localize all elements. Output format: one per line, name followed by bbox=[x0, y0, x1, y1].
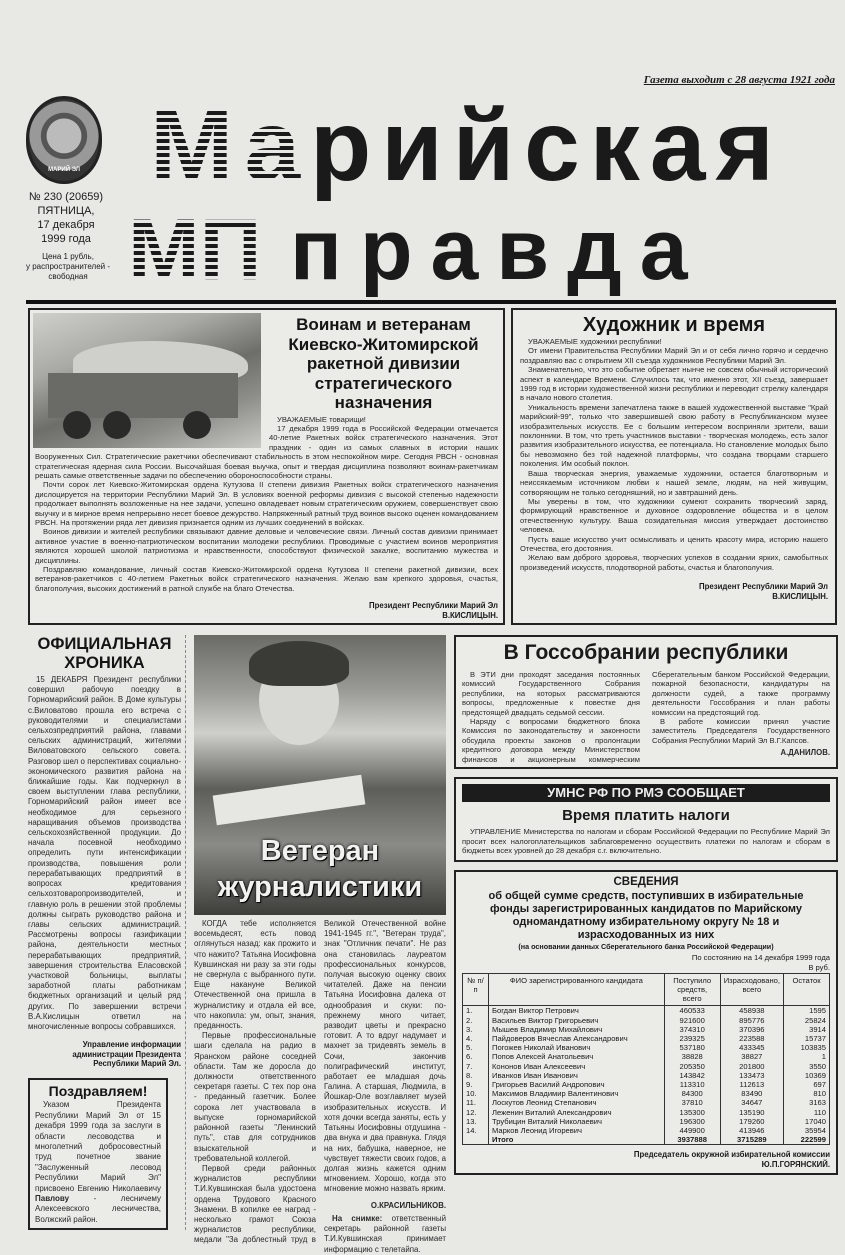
funds-received: 449900 bbox=[664, 1126, 720, 1135]
funds-received: 239325 bbox=[664, 1034, 720, 1043]
photo-headline-2: журналистики bbox=[217, 871, 423, 904]
photo-headline: Ветеран bbox=[260, 835, 380, 868]
funds-received: 37810 bbox=[664, 1098, 720, 1107]
paragraph: В работе комиссии принял участие заместитель Председателя Государственного Собрания Республики Марий Эл В.Г.Капсов. bbox=[652, 717, 830, 745]
funds-balance: 810 bbox=[784, 1089, 830, 1098]
row-number: 10. bbox=[463, 1089, 489, 1098]
funds-spent: 370396 bbox=[720, 1025, 783, 1034]
candidate-name: Попов Алексей Анатольевич bbox=[489, 1052, 665, 1061]
paragraph: Наряду с вопросами бюджетного блока Комиссия по законодательству и законности обсудила проекты законов о пролонгации кредитного договора между Министерством финансов и акционерным коммерческим Сберегательным банком Российской Федерации, пожарной безопасности, кандидатуры на должности судей, а также программу деятельности Госсобрания и план работы комиссии на предстоящий год. bbox=[462, 670, 830, 764]
paragraph: В ЭТИ дни проходят заседания постоянных комиссий Государственного Собрания республики, на которых рассматриваются вопросы, предложенные к повестке дня предстоящей двадцать седьмой сессии. bbox=[462, 670, 640, 717]
candidate-name: Пайдоверов Вячеслав Александрович bbox=[489, 1034, 665, 1043]
price bbox=[14, 252, 122, 282]
veteran-article bbox=[194, 919, 446, 1255]
congrats-text-end: - лесничему Алексеевского лесничества, Волжский район. bbox=[35, 1194, 161, 1224]
paragraph: Почти сорок лет Киевско-Житомирская ордена Кутузова II степени дивизия Ракетных войск стратегического назначения дислоцируется на территории Республики Марий Эл. В условиях военной реформы дивизия с высокой степенью надежности продолжает выполнять возложенные на нее задачи, успешно овладевает новым стратегическим оружием, совершенствует свою выучку и в мирное время непрерывно несет боевое дежурство. Напряженный ратный труд воинов высоко оценен командованием РВСН. На протяжении ряда лет дивизия признается одним из лучших соединений в войсках. bbox=[35, 480, 498, 527]
top-row bbox=[28, 308, 838, 625]
candidate-name: Григорьев Василий Андропович bbox=[489, 1080, 665, 1089]
row-number: 13. bbox=[463, 1117, 489, 1126]
funds-table bbox=[462, 973, 830, 1146]
election-funds-report bbox=[454, 870, 838, 1175]
funds-balance: 17040 bbox=[784, 1117, 830, 1126]
paragraph: УВАЖАЕМЫЕ художники республики! bbox=[528, 337, 662, 346]
funds-received: 205350 bbox=[664, 1062, 720, 1071]
funds-balance: 3914 bbox=[784, 1025, 830, 1034]
funds-balance: 110 bbox=[784, 1108, 830, 1117]
paragraph: Поздравляю командование, личный состав Киевско-Житомирской ордена Кутузова II степени ракетной дивизии, всех ветеранов-ракетчиков с 40-летием Ракетных войск стратегического назначения. Желаю вам крепкого здоровья, счастья, благополучия, высоких достижений в ратной службе на благо Отечества. bbox=[35, 565, 498, 593]
candidate-name: Иванков Иван Иванович bbox=[489, 1071, 665, 1080]
price-note: у распространителей - свободная bbox=[25, 262, 111, 281]
tax-title: Время платить налоги bbox=[562, 807, 730, 825]
signature-name: В.КИСЛИЦЫН. bbox=[772, 591, 828, 601]
column-header: Израсходовано, всего bbox=[720, 973, 783, 1006]
funds-spent: 34647 bbox=[720, 1098, 783, 1107]
issue-weekday: ПЯТНИЦА, bbox=[37, 205, 95, 217]
paragraph: Уникальность времени запечатлена также в вашей художественной выставке "Край марийский-99", только что завершившей свою работу в Республиканском музее изобразительных искусств. Ее с большим интересом восприняли зрители, ваши поклонники. В том, что треть участников выставки - творческая молодежь, есть залог развития изобразительного искусства, ее потенциала. Но становление молодых было бы невозможно без той надежной платформы, что создана творцами старшего поколения. Им особый поклон. bbox=[520, 402, 828, 469]
congrats-text: Указом Президента Республики Марий Эл от 15 декабря 1999 года за заслуги в области лесоводства и многолетний добросовестный труд почетное звание "Заслуженный лесовод Республики Марий Эл" присвоено Евгению Николаевичу bbox=[35, 1100, 161, 1193]
candidate-name: Трубицин Виталий Николаевич bbox=[489, 1117, 665, 1126]
paragraph: Воинов дивизии и жителей республики связывают давние деловые и человеческие связи. Личный состав дивизии принимает активное участие в военно-патриотическом воспитании молодежи республики. Проводимые с участием воинов мероприятия являются хорошей школой патриотизма и нравственности, способствуют физической закалке, воспитанию мужества и дисциплины. bbox=[35, 527, 498, 565]
candidate-name: Максимов Владимир Валентинович bbox=[489, 1089, 665, 1098]
table-row bbox=[463, 1080, 830, 1089]
issue-date: 17 декабря bbox=[37, 219, 95, 231]
report-units: В руб. bbox=[808, 962, 830, 972]
funds-balance: 1 bbox=[784, 1052, 830, 1061]
row-number: 4. bbox=[463, 1034, 489, 1043]
article-title: Воинам и ветеранам Киевско-Житомирской ракетной дивизии стратегического назначения bbox=[288, 315, 479, 412]
row-number bbox=[463, 1135, 489, 1145]
funds-spent: 179260 bbox=[720, 1117, 783, 1126]
box-title: Поздравляем! bbox=[48, 1083, 148, 1100]
section-title: ОФИЦИАЛЬНАЯ ХРОНИКА bbox=[37, 635, 172, 673]
journalist-photo bbox=[194, 635, 446, 915]
funds-received: 143842 bbox=[664, 1071, 720, 1080]
paragraph: От имени Правительства Республики Марий Эл и от себя лично горячо и сердечно поздравляю вас с открытием XII съезда художников Республики Марий Эл. bbox=[520, 346, 828, 365]
funds-received: 113310 bbox=[664, 1080, 720, 1089]
row-number: 5. bbox=[463, 1043, 489, 1052]
paragraph: Первые профессиональные шаги сделала на радио в Яранском районе соседней области. Там же доросла до должности ответственного секретаря газеты. С тех пор она - преданный газетчик. Более сорока лет участвовала в выпуске горномарийской районной газеты "Ленинский путь", став для сотрудников взыскательной и требовательной коллегой. bbox=[194, 1031, 316, 1163]
masthead-line-1 bbox=[150, 90, 784, 202]
table-row bbox=[463, 1025, 830, 1034]
column-header: Поступило средств, всего bbox=[664, 973, 720, 1006]
signature: А.ДАНИЛОВ. bbox=[780, 748, 830, 758]
emblem-text: МАРИЙ ЭЛ bbox=[48, 167, 80, 173]
row-number: 8. bbox=[463, 1071, 489, 1080]
photo-caption: ответственный секретарь районной газеты Т.И.Кувшинская принимает информацию с телетайпа. bbox=[324, 1213, 446, 1254]
signature-name: В.КИСЛИЦЫН. bbox=[442, 610, 498, 620]
table-total-row bbox=[463, 1135, 830, 1145]
table-row bbox=[463, 1071, 830, 1080]
funds-spent: 413946 bbox=[720, 1126, 783, 1135]
funds-balance: 1595 bbox=[784, 1006, 830, 1016]
article-state-assembly bbox=[454, 635, 838, 769]
article-artist-and-time bbox=[511, 308, 837, 625]
page-content bbox=[28, 308, 838, 1255]
candidate-name: Марков Леонид Игоревич bbox=[489, 1126, 665, 1135]
row-number: 11. bbox=[463, 1098, 489, 1107]
funds-received: 537180 bbox=[664, 1043, 720, 1052]
paragraph: КОГДА тебе исполняется восемьдесят, есть повод оглянуться назад: как прожито и что нажито? Татьяна Иосифовна Кувшинская ни разу за эти годы не свернула с выбранного пути. Еще накануне Великой Отечественной она пришла в журналистику и отдала ей все, что накопила: ум, опыт, знания, преданность. bbox=[194, 919, 316, 1031]
funds-balance: 697 bbox=[784, 1080, 830, 1089]
signature-name: Ю.П.ГОРЯНСКИЙ. bbox=[761, 1159, 830, 1169]
funds-balance: 35954 bbox=[784, 1126, 830, 1135]
funds-spent: 3715289 bbox=[720, 1135, 783, 1145]
paragraph: Ваша творческая энергия, уважаемые художники, остается благотворным и неиссякаемым источником любви к нашей земле, людям, на ней живущим, сотворяющим не только сегодняшний, но и завтрашний день. bbox=[520, 468, 828, 497]
rocket-launcher-photo bbox=[33, 313, 261, 448]
caption-label: На снимке: bbox=[332, 1213, 383, 1223]
signature: Управление информации администрации Президента Республики Марий Эл. bbox=[72, 1040, 181, 1068]
funds-spent: 38827 bbox=[720, 1052, 783, 1061]
report-subtitle: об общей сумме средств, поступивших в избирательные фонды зарегистрированных кандидатов по Марийскому одномандатному избирательному округу № 18 и израсходованных из них bbox=[488, 889, 804, 941]
table-row bbox=[463, 1108, 830, 1117]
candidate-name: Погожев Николай Иванович bbox=[489, 1043, 665, 1052]
funds-balance: 10369 bbox=[784, 1071, 830, 1080]
funds-received: 460533 bbox=[664, 1006, 720, 1016]
paragraph: Знаменательно, что это событие обретает нынче не совсем обычный исторический аспект в календаре Времени. Случилось так, что именно этот, XII съезд, завершает 1999 год в истории художественной жизни республики и переводит стрелку календаря в начало нового столетия. bbox=[520, 365, 828, 403]
column-header: № п/п bbox=[463, 973, 489, 1006]
table-row bbox=[463, 1016, 830, 1025]
report-basis: (на основании данных Сберегательного банка Российской Федерации) bbox=[518, 941, 774, 951]
paragraph: Желаю вам доброго здоровья, творческих успехов в создании ярких, самобытных произведений искусств, плодотворной работы, счастья и благополучия. bbox=[520, 553, 828, 572]
row-number: 9. bbox=[463, 1080, 489, 1089]
report-date: По состоянию на 14 декабря 1999 года bbox=[691, 952, 830, 962]
funds-balance: 103835 bbox=[784, 1043, 830, 1052]
funds-spent: 133473 bbox=[720, 1071, 783, 1080]
header-rule bbox=[26, 300, 836, 304]
column-header: Остаток bbox=[784, 973, 830, 1006]
candidate-name: Лоскутов Леонид Степанович bbox=[489, 1098, 665, 1107]
table-row bbox=[463, 1043, 830, 1052]
masthead-mp-logo: МП bbox=[128, 202, 262, 298]
paragraph: Пусть ваше искусство учит осмысливать и ценить красоту мира, историю нашего Отечества, его достояния. bbox=[520, 534, 828, 553]
row-number: 1. bbox=[463, 1006, 489, 1016]
funds-spent: 135190 bbox=[720, 1108, 783, 1117]
issue-number: № 230 (20659) bbox=[28, 191, 104, 203]
issue-year: 1999 года bbox=[41, 233, 91, 245]
funds-spent: 433345 bbox=[720, 1043, 783, 1052]
funds-balance: 25824 bbox=[784, 1016, 830, 1025]
row-number: 2. bbox=[463, 1016, 489, 1025]
veteran-section bbox=[194, 635, 446, 1255]
table-row bbox=[463, 1126, 830, 1135]
candidate-name: Богдан Виктор Петрович bbox=[489, 1006, 665, 1016]
paragraph: Первой среди районных журналистов республики Т.И.Кувшинская была удостоена ордена Трудового Красного Знамени. В копилке ее наград - несколько грамот Союза журналистов республики, медали "За доблестный труд в Великой Отечественной войне 1941-1945 гг.", "Ветеран труда", знак "Отличник печати". Не раз она становилась лауреатом профессиональных конкурсов, получая высокую оценку своих читателей. Даже на пенсии Татьяна Иосифовна далека от однообразия и скуки: по-прежнему много читает, разводит цветы и прекрасно готовит. А то вдруг надумает и махнет за тридевять земель в Сочи, закончив полиграфический институт, работает ее младшая дочь Галина. А старшая, Людмила, в Йошкар-Оле возглавляет музей изобразительных искусств. И хотя дочки всегда заняты, есть у Татьяны Иосифовны отдушина - два внука и два правнука. Глядя на них, бабушка, наверное, не чувствует тяжести своих годов, а долгая жизнь кажется одним мгновением. Хорошо, когда это мгновение можно назвать ярким. bbox=[194, 919, 446, 1245]
funds-spent: 895776 bbox=[720, 1016, 783, 1025]
candidate-name: Мышев Владимир Михайлович bbox=[489, 1025, 665, 1034]
masthead-word: рийская bbox=[310, 90, 784, 202]
funds-balance: 222599 bbox=[784, 1135, 830, 1145]
congrats-name: Павлову bbox=[35, 1194, 70, 1204]
table-row bbox=[463, 1089, 830, 1098]
congratulations-box bbox=[28, 1078, 168, 1230]
candidate-name: Васильев Виктор Григорьевич bbox=[489, 1016, 665, 1025]
column-header: ФИО зарегистрированного кандидата bbox=[489, 973, 665, 1006]
funds-received: 135300 bbox=[664, 1108, 720, 1117]
table-row bbox=[463, 1006, 830, 1016]
row-number: 12. bbox=[463, 1108, 489, 1117]
row-number: 14. bbox=[463, 1126, 489, 1135]
tax-banner: УМНС РФ ПО РМЭ СООБЩАЕТ bbox=[462, 784, 830, 802]
row-number: 3. bbox=[463, 1025, 489, 1034]
official-chronicle bbox=[28, 635, 186, 1230]
signature-role: Председатель окружной избирательной комиссии bbox=[633, 1150, 830, 1160]
funds-balance: 3550 bbox=[784, 1062, 830, 1071]
funds-received: 921600 bbox=[664, 1016, 720, 1025]
candidate-name: Леженин Виталий Александрович bbox=[489, 1108, 665, 1117]
paragraph: 15 ДЕКАБРЯ Президент республики совершил рабочую поездку в Горномарийский район. В Доме культуры с.Виловатово прошла его встреча с руководителями и специалистами сельхозпредприятий района, главами сельских администраций, жителями Виловатовского сельского совета. Разговор шел о перспективах социально-экономического развития района на ближайшие годы. Как подчеркнул в своем выступлении глава республики, Горномарийский район имеет все необходимое для серьезного наращивания объемов производства сельскохозяйственной продукции. До начала посевной необходимо определить пути интенсификации производства, повышения роли перерабатывающих предприятий в вопросах кредитования сельхозтоваропроизводителей, и главную роль в решении этой проблемы должны сыграть руководство района и главы сельских администраций. Рассмотрены вопросы газификации района, деятельности местных перерабатывающих предприятий, завершения строительства Еласовской участковой больницы, выплаты заработной платы работникам бюджетных организаций и целый ряд других. По завершении встречи В.А.Кислицын ответил на многочисленные вопросы собравшихся. bbox=[28, 675, 181, 1031]
price-value: Цена 1 рубль, bbox=[42, 252, 94, 261]
tax-notice bbox=[454, 777, 838, 862]
paragraph: 17 декабря 1999 года в Российской Федерации отмечается 40-летие Ракетных войск стратегического назначения. Этот праздник - один из самых славных в истории наших Вооруженных Сил. Стратегические ракетчики обеспечивают стабильность в этом неспокойном мире. Сегодня РВСН - основная стратегическая ядерная сила России. Высочайшая боевая выучка, опыт и твердая дисциплина позволяют воинам-ракетчикам решать самые ответственные задачи по обеспечению обороноспособности страны. bbox=[35, 423, 498, 480]
article-title: Художник и время bbox=[582, 314, 766, 336]
table-row bbox=[463, 1098, 830, 1107]
table-row bbox=[463, 1117, 830, 1126]
paragraph: Мы уверены в том, что художники сумеют сохранить творческий заряд, формирующий нравственное и духовное оздоровление общества и в целом отечественную культуру. Ваша созидательная миссия утверждает достоинство человека. bbox=[520, 496, 828, 535]
candidate-name: Кононов Иван Алексеевич bbox=[489, 1062, 665, 1071]
funds-received: 196300 bbox=[664, 1117, 720, 1126]
funds-balance: 3163 bbox=[784, 1098, 830, 1107]
paragraph: УПРАВЛЕНИЕ Министерства по налогам и сборам Российской Федерации по Республике Марий Эл просит всех налогоплательщиков заблаговременно осуществить платежи по налогам и сборам в бюджеты всех уровней до 28 декабря с.г. включительно. bbox=[462, 827, 830, 855]
funds-spent: 201800 bbox=[720, 1062, 783, 1071]
candidate-name: Итого bbox=[489, 1135, 665, 1145]
signature-role: Президент Республики Марий Эл bbox=[699, 582, 828, 592]
issue-info bbox=[18, 190, 114, 246]
funds-spent: 223588 bbox=[720, 1034, 783, 1043]
funds-spent: 83490 bbox=[720, 1089, 783, 1098]
funds-received: 84300 bbox=[664, 1089, 720, 1098]
report-title: СВЕДЕНИЯ bbox=[613, 876, 679, 889]
paragraph: УВАЖАЕМЫЕ товарищи! bbox=[277, 414, 366, 424]
row-number: 6. bbox=[463, 1052, 489, 1061]
masthead-striped-letters: Ма bbox=[150, 90, 311, 202]
funds-received: 38828 bbox=[664, 1052, 720, 1061]
article-rocket-division bbox=[28, 308, 505, 625]
masthead-word-pravda: правда bbox=[290, 202, 706, 298]
founded-note: Газета выходит с 28 августа 1921 года bbox=[643, 74, 835, 86]
row-number: 7. bbox=[463, 1062, 489, 1071]
table-row bbox=[463, 1052, 830, 1061]
funds-received: 374310 bbox=[664, 1025, 720, 1034]
signature: О.КРАСИЛЬНИКОВ. bbox=[370, 1200, 446, 1210]
right-column bbox=[454, 635, 838, 1175]
signature-role: Президент Республики Марий Эл bbox=[369, 601, 498, 611]
funds-spent: 112613 bbox=[720, 1080, 783, 1089]
funds-received: 3937888 bbox=[664, 1135, 720, 1145]
bottom-row bbox=[28, 635, 838, 1255]
table-row bbox=[463, 1062, 830, 1071]
funds-balance: 15737 bbox=[784, 1034, 830, 1043]
article-title: В Госсобрании республики bbox=[503, 641, 789, 665]
order-emblem-icon bbox=[26, 96, 102, 184]
funds-spent: 458938 bbox=[720, 1006, 783, 1016]
table-row bbox=[463, 1034, 830, 1043]
